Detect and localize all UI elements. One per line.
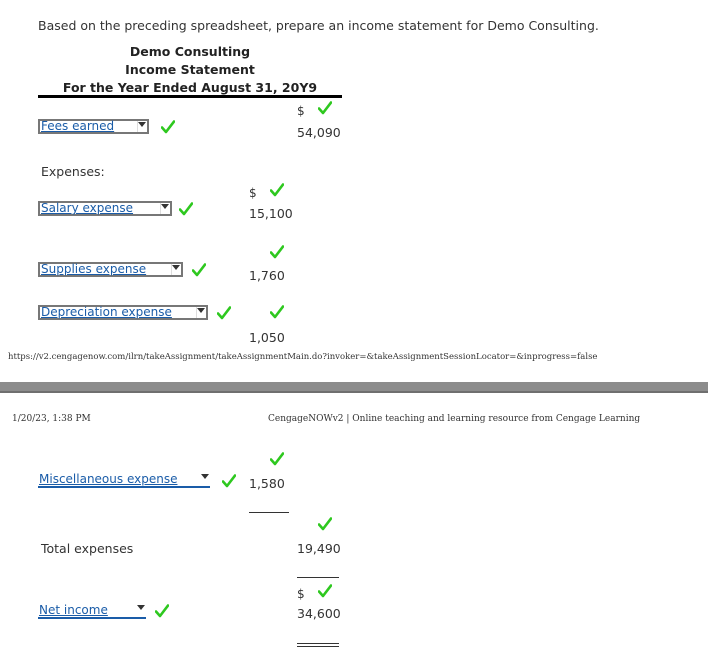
check-icon [270,305,284,319]
header-rule [38,95,342,98]
check-icon [155,604,169,618]
page-break-shadow [0,391,708,393]
miscellaneous-expense-select[interactable] [38,473,210,488]
salary-expense-label: Salary expense [41,201,134,215]
depreciation-expense-amount[interactable]: 1,050 [249,330,285,345]
depreciation-expense-select[interactable] [38,305,208,320]
net-income-double-rule-top [297,643,339,644]
net-income-dollar-sign: $ [297,587,305,601]
check-icon [270,183,284,197]
chevron-down-icon [197,308,205,313]
check-icon [217,306,231,320]
expenses-total-rule [249,512,289,513]
depreciation-expense-label: Depreciation expense [41,305,172,319]
check-icon [318,517,332,531]
salary-expense-select[interactable] [38,201,172,216]
chevron-down-icon [138,122,146,127]
check-icon [270,452,284,466]
check-icon [161,120,175,134]
net-income-label: Net income [39,603,108,617]
revenue-account-label: Fees earned [41,119,115,133]
miscellaneous-expense-label: Miscellaneous expense [39,472,178,486]
company-name: Demo Consulting [129,44,251,59]
statement-period: For the Year Ended August 31, 20Y9 [62,80,318,95]
check-icon [192,263,206,277]
salary-expense-amount[interactable]: 15,100 [249,206,293,221]
chevron-down-icon [161,204,169,209]
check-icon [318,584,332,598]
net-income-double-rule-bottom [297,646,339,647]
check-icon [270,245,284,259]
page-break [0,382,708,391]
revenue-amount[interactable]: 54,090 [297,125,341,140]
supplies-expense-select[interactable] [38,262,183,277]
print-site-title: CengageNOWv2 | Online teaching and learning resource from Cengage Learning [268,414,641,424]
print-url: https://v2.cengagenow.com/ilrn/takeAssignment/takeAssignmentMain.do?invoker=&takeAssignmentSessionLocator=&inprogress=false [8,352,598,362]
check-icon [222,474,236,488]
supplies-expense-amount[interactable]: 1,760 [249,268,285,283]
supplies-expense-label: Supplies expense [41,262,147,276]
net-income-rule [297,577,339,578]
expenses-heading: Expenses: [41,164,105,179]
total-expenses-amount[interactable]: 19,490 [297,541,341,556]
print-datetime: 1/20/23, 1:38 PM [12,414,91,424]
instructions-text: Based on the preceding spreadsheet, prepare an income statement for Demo Consulting. [38,18,599,33]
revenue-dollar-sign: $ [297,104,305,118]
total-expenses-label: Total expenses [41,541,134,556]
chevron-down-icon [137,605,145,610]
salary-dollar-sign: $ [249,186,257,200]
net-income-amount[interactable]: 34,600 [297,606,341,621]
chevron-down-icon [172,265,180,270]
check-icon [179,202,193,216]
check-icon [318,101,332,115]
net-income-select[interactable] [38,604,146,619]
chevron-down-icon [201,474,209,479]
revenue-account-select[interactable] [38,119,149,134]
miscellaneous-expense-amount[interactable]: 1,580 [249,476,285,491]
statement-title: Income Statement [125,62,255,77]
